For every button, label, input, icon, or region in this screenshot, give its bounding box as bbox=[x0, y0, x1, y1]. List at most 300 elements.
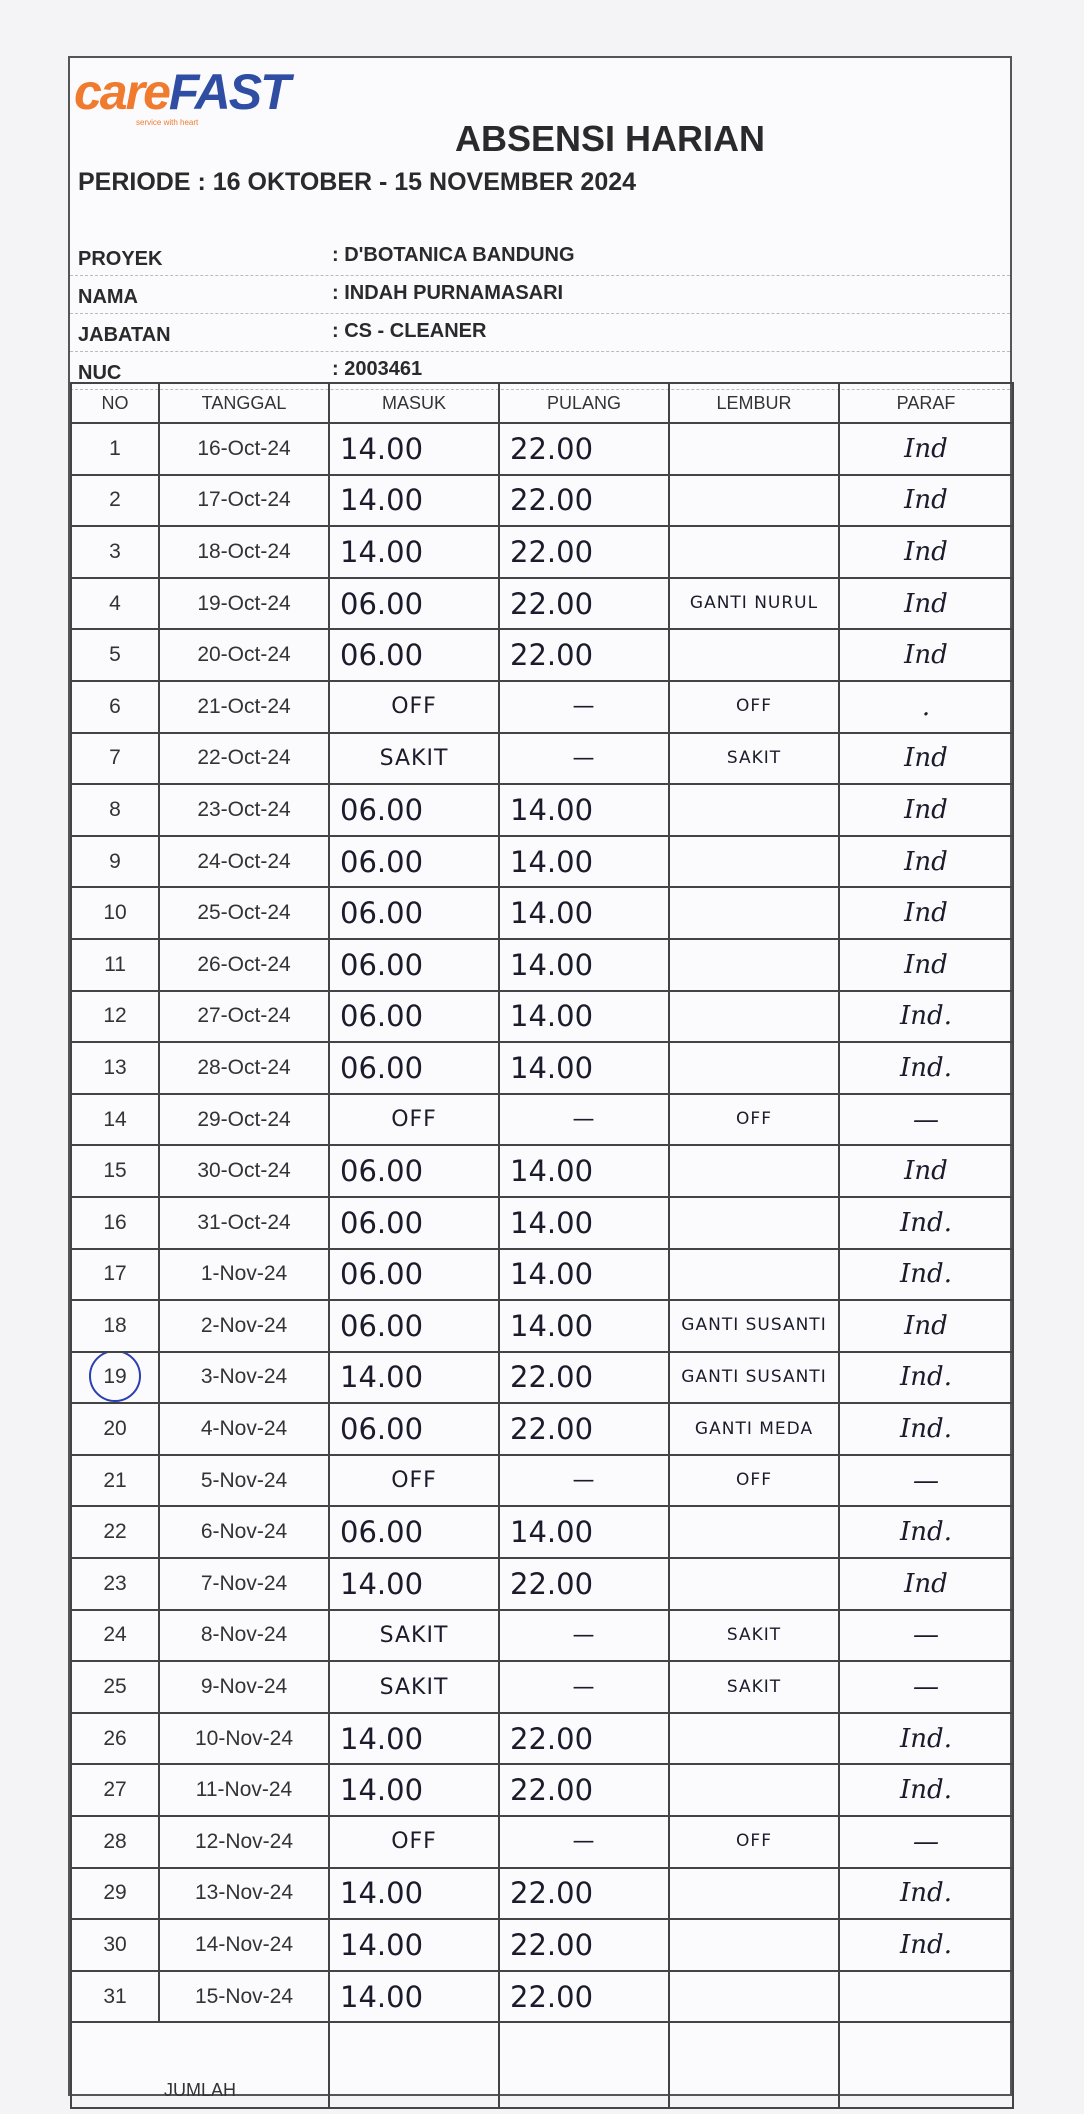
row-masuk bbox=[329, 991, 499, 1043]
row-date-text: 27-Oct-24 bbox=[197, 1004, 291, 1028]
row-date bbox=[159, 1713, 329, 1765]
row-paraf-signature bbox=[839, 1610, 1013, 1662]
row-paraf-signature-text: Ind. bbox=[900, 1517, 952, 1548]
period-label: PERIODE : 16 OKTOBER - 15 NOVEMBER 2024 bbox=[78, 168, 637, 196]
row-number bbox=[71, 1558, 159, 1610]
info-label: PROYEK bbox=[78, 248, 163, 270]
row-pulang-text: — bbox=[572, 1674, 596, 1700]
row-paraf-signature-text: Ind. bbox=[900, 1362, 952, 1393]
row-number bbox=[71, 991, 159, 1043]
row-masuk bbox=[329, 1506, 499, 1558]
row-number bbox=[71, 526, 159, 578]
row-masuk bbox=[329, 1816, 499, 1868]
row-masuk-text: SAKIT bbox=[379, 1674, 449, 1700]
row-date bbox=[159, 423, 329, 475]
row-paraf-signature bbox=[839, 475, 1013, 527]
row-date bbox=[159, 1094, 329, 1146]
total-row bbox=[71, 2022, 1013, 2108]
row-masuk bbox=[329, 1352, 499, 1404]
row-masuk bbox=[329, 1919, 499, 1971]
row-pulang-text: 22.00 bbox=[510, 1412, 594, 1447]
row-number-text: 11 bbox=[104, 952, 126, 976]
table-row bbox=[71, 681, 1013, 733]
row-number bbox=[71, 1249, 159, 1301]
row-masuk-text: OFF bbox=[391, 694, 437, 720]
row-masuk bbox=[329, 423, 499, 475]
info-row-proyek bbox=[70, 238, 1010, 276]
table-row bbox=[71, 784, 1013, 836]
row-number bbox=[71, 1868, 159, 1920]
row-number bbox=[71, 423, 159, 475]
col-header-masuk: MASUK bbox=[329, 383, 499, 423]
row-date-text: 18-Oct-24 bbox=[197, 539, 291, 563]
row-pulang-text: 14.00 bbox=[510, 947, 594, 982]
row-masuk bbox=[329, 578, 499, 630]
row-masuk-text: 06.00 bbox=[340, 1205, 424, 1240]
row-date-text: 29-Oct-24 bbox=[197, 1107, 291, 1131]
row-paraf-signature-text: Ind bbox=[904, 794, 948, 825]
row-paraf-signature bbox=[839, 1558, 1013, 1610]
row-number-text: 8 bbox=[109, 797, 121, 821]
row-date bbox=[159, 1661, 329, 1713]
row-lembur bbox=[669, 526, 839, 578]
row-paraf-signature bbox=[839, 991, 1013, 1043]
table-row bbox=[71, 1713, 1013, 1765]
row-paraf-signature-text: — bbox=[913, 1465, 939, 1496]
table-row bbox=[71, 1094, 1013, 1146]
row-paraf-signature-text: Ind bbox=[904, 1568, 948, 1599]
row-date-text: 22-Oct-24 bbox=[197, 746, 291, 770]
row-number bbox=[71, 578, 159, 630]
row-pulang bbox=[499, 887, 669, 939]
row-paraf-signature-text: Ind bbox=[904, 1156, 948, 1187]
row-paraf-signature bbox=[839, 1094, 1013, 1146]
row-paraf-signature bbox=[839, 939, 1013, 991]
page-title: ABSENSI HARIAN bbox=[454, 118, 766, 159]
row-lembur bbox=[669, 784, 839, 836]
row-pulang bbox=[499, 1455, 669, 1507]
row-date bbox=[159, 1403, 329, 1455]
row-masuk-text: 14.00 bbox=[340, 1773, 424, 1808]
row-number-text: 24 bbox=[103, 1623, 127, 1647]
row-number bbox=[71, 784, 159, 836]
row-masuk-text: 14.00 bbox=[340, 1928, 424, 1963]
row-pulang-text: — bbox=[572, 745, 596, 771]
row-paraf-signature-text: Ind bbox=[904, 846, 948, 877]
row-date-text: 14-Nov-24 bbox=[194, 1933, 294, 1957]
row-number bbox=[71, 1971, 159, 2023]
row-paraf-signature-text: Ind. bbox=[900, 1775, 952, 1806]
row-lembur bbox=[669, 1971, 839, 2023]
row-number bbox=[71, 1352, 159, 1404]
row-number-text: 2 bbox=[109, 488, 121, 512]
row-masuk bbox=[329, 1403, 499, 1455]
row-number bbox=[71, 1919, 159, 1971]
row-pulang-text: 14.00 bbox=[510, 792, 594, 827]
row-lembur bbox=[669, 629, 839, 681]
row-lembur bbox=[669, 423, 839, 475]
row-date bbox=[159, 1455, 329, 1507]
row-lembur bbox=[669, 1661, 839, 1713]
info-value: : CS - CLEANER bbox=[332, 320, 487, 342]
row-masuk-text: 14.00 bbox=[340, 1979, 424, 2014]
row-pulang-text: 22.00 bbox=[510, 586, 594, 621]
row-date bbox=[159, 1197, 329, 1249]
row-lembur bbox=[669, 1403, 839, 1455]
row-date-text: 19-Oct-24 bbox=[197, 591, 291, 615]
row-paraf-signature bbox=[839, 1764, 1013, 1816]
row-date bbox=[159, 1919, 329, 1971]
row-paraf-signature-text: — bbox=[913, 1826, 939, 1857]
row-paraf-signature-text: Ind. bbox=[900, 1001, 952, 1032]
row-date-text: 25-Oct-24 bbox=[197, 901, 291, 925]
row-number-text: 26 bbox=[103, 1726, 127, 1750]
row-masuk bbox=[329, 681, 499, 733]
row-number bbox=[71, 1713, 159, 1765]
row-lembur-text: SAKIT bbox=[726, 1624, 782, 1645]
logo-tagline: service with heart bbox=[136, 118, 199, 127]
row-pulang bbox=[499, 1506, 669, 1558]
row-paraf-signature-text: Ind bbox=[904, 433, 948, 464]
table-row bbox=[71, 1042, 1013, 1094]
row-masuk bbox=[329, 1249, 499, 1301]
row-number-text: 6 bbox=[109, 694, 121, 718]
row-paraf-signature bbox=[839, 1506, 1013, 1558]
row-lembur bbox=[669, 1094, 839, 1146]
row-paraf-signature-text: — bbox=[913, 1672, 939, 1703]
table-row bbox=[71, 629, 1013, 681]
row-date bbox=[159, 681, 329, 733]
row-pulang bbox=[499, 1816, 669, 1868]
row-masuk-text: 06.00 bbox=[340, 1050, 424, 1085]
row-masuk bbox=[329, 784, 499, 836]
row-masuk bbox=[329, 526, 499, 578]
row-number-text: 12 bbox=[103, 1004, 127, 1028]
row-paraf-signature bbox=[839, 784, 1013, 836]
table-row bbox=[71, 1661, 1013, 1713]
row-date-text: 5-Nov-24 bbox=[200, 1468, 288, 1492]
row-date bbox=[159, 1764, 329, 1816]
table-row bbox=[71, 1352, 1013, 1404]
row-lembur bbox=[669, 1455, 839, 1507]
row-pulang-text: 14.00 bbox=[510, 1154, 594, 1189]
row-number bbox=[71, 939, 159, 991]
row-lembur bbox=[669, 1300, 839, 1352]
row-paraf-signature bbox=[839, 1661, 1013, 1713]
logo-care-text: care bbox=[74, 64, 169, 120]
row-pulang-text: 14.00 bbox=[510, 844, 594, 879]
row-date bbox=[159, 1971, 329, 2023]
row-number bbox=[71, 1145, 159, 1197]
row-pulang-text: 22.00 bbox=[510, 1721, 594, 1756]
table-row bbox=[71, 1403, 1013, 1455]
row-date bbox=[159, 1506, 329, 1558]
row-masuk-text: 06.00 bbox=[340, 1257, 424, 1292]
row-date bbox=[159, 629, 329, 681]
total-lembur bbox=[669, 2022, 839, 2108]
row-date bbox=[159, 1300, 329, 1352]
table-row bbox=[71, 836, 1013, 888]
row-pulang bbox=[499, 1094, 669, 1146]
row-pulang-text: 22.00 bbox=[510, 1979, 594, 2014]
row-date bbox=[159, 1145, 329, 1197]
row-pulang bbox=[499, 991, 669, 1043]
info-row-nama bbox=[70, 276, 1010, 314]
row-masuk-text: 14.00 bbox=[340, 534, 424, 569]
row-pulang bbox=[499, 1661, 669, 1713]
row-paraf-signature bbox=[839, 1352, 1013, 1404]
row-paraf-signature bbox=[839, 733, 1013, 785]
row-date-text: 4-Nov-24 bbox=[200, 1417, 288, 1441]
row-date-text: 1-Nov-24 bbox=[200, 1262, 288, 1286]
row-number-text: 13 bbox=[103, 1055, 127, 1079]
row-lembur-text: OFF bbox=[736, 1831, 772, 1852]
row-lembur bbox=[669, 733, 839, 785]
table-row bbox=[71, 1145, 1013, 1197]
row-masuk-text: 14.00 bbox=[340, 1566, 424, 1601]
row-number bbox=[71, 1403, 159, 1455]
row-number bbox=[71, 1610, 159, 1662]
row-date bbox=[159, 1816, 329, 1868]
row-masuk-text: 06.00 bbox=[340, 999, 424, 1034]
table-row bbox=[71, 733, 1013, 785]
logo-fast-text: FAST bbox=[168, 64, 289, 120]
row-pulang bbox=[499, 1713, 669, 1765]
row-date-text: 16-Oct-24 bbox=[197, 436, 291, 460]
row-paraf-signature bbox=[839, 836, 1013, 888]
row-number-text: 9 bbox=[109, 849, 121, 873]
row-paraf-signature-text: — bbox=[913, 1620, 939, 1651]
row-paraf-signature-text: Ind. bbox=[900, 1052, 952, 1083]
row-pulang bbox=[499, 1249, 669, 1301]
row-date-text: 23-Oct-24 bbox=[197, 797, 291, 821]
row-pulang bbox=[499, 1868, 669, 1920]
row-number-text: 7 bbox=[109, 746, 121, 770]
row-date bbox=[159, 939, 329, 991]
row-number bbox=[71, 733, 159, 785]
row-date bbox=[159, 1558, 329, 1610]
table-row bbox=[71, 991, 1013, 1043]
row-date bbox=[159, 1042, 329, 1094]
table-row bbox=[71, 1868, 1013, 1920]
attendance-sheet bbox=[68, 56, 1012, 2101]
row-paraf-signature bbox=[839, 1145, 1013, 1197]
row-paraf-signature bbox=[839, 578, 1013, 630]
row-pulang bbox=[499, 423, 669, 475]
col-header-tanggal: TANGGAL bbox=[159, 383, 329, 423]
row-paraf-signature-text: Ind bbox=[904, 898, 948, 929]
row-paraf-signature-text: Ind bbox=[904, 588, 948, 619]
row-masuk-text: 14.00 bbox=[340, 1721, 424, 1756]
row-paraf-signature bbox=[839, 1249, 1013, 1301]
row-masuk-text: 14.00 bbox=[340, 483, 424, 518]
row-masuk bbox=[329, 939, 499, 991]
row-paraf-signature-text: Ind. bbox=[900, 1259, 952, 1290]
row-masuk-text: OFF bbox=[391, 1468, 437, 1494]
row-masuk bbox=[329, 1661, 499, 1713]
row-paraf-signature-text: Ind bbox=[904, 743, 948, 774]
row-pulang-text: 14.00 bbox=[510, 1257, 594, 1292]
row-paraf-signature-text: Ind bbox=[904, 640, 948, 671]
row-masuk bbox=[329, 1868, 499, 1920]
row-masuk-text: 06.00 bbox=[340, 1515, 424, 1550]
table-row bbox=[71, 1610, 1013, 1662]
row-masuk bbox=[329, 1610, 499, 1662]
row-lembur bbox=[669, 1042, 839, 1094]
table-row bbox=[71, 1971, 1013, 2023]
row-paraf-signature-text: — bbox=[913, 1104, 939, 1135]
row-masuk bbox=[329, 1558, 499, 1610]
row-pulang-text: — bbox=[572, 1468, 596, 1494]
row-masuk-text: 14.00 bbox=[340, 1876, 424, 1911]
info-row-jabatan bbox=[70, 314, 1010, 352]
row-paraf-signature bbox=[839, 1403, 1013, 1455]
row-masuk bbox=[329, 1300, 499, 1352]
row-lembur bbox=[669, 1868, 839, 1920]
row-pulang bbox=[499, 784, 669, 836]
total-pulang bbox=[499, 2022, 669, 2108]
row-pulang bbox=[499, 939, 669, 991]
info-value: : 2003461 bbox=[332, 358, 423, 380]
row-number-text: 19 bbox=[103, 1365, 127, 1389]
row-number bbox=[71, 1197, 159, 1249]
table-row bbox=[71, 1506, 1013, 1558]
row-pulang bbox=[499, 1919, 669, 1971]
row-pulang-text: — bbox=[572, 1829, 596, 1855]
row-lembur-text: OFF bbox=[736, 1470, 772, 1491]
row-masuk bbox=[329, 1764, 499, 1816]
row-pulang bbox=[499, 1145, 669, 1197]
row-lembur-text: GANTI SUSANTI bbox=[681, 1366, 827, 1387]
row-date-text: 7-Nov-24 bbox=[200, 1571, 288, 1595]
row-lembur bbox=[669, 887, 839, 939]
row-masuk-text: SAKIT bbox=[379, 745, 449, 771]
row-date-text: 10-Nov-24 bbox=[194, 1726, 294, 1750]
row-lembur bbox=[669, 681, 839, 733]
row-date-text: 6-Nov-24 bbox=[200, 1520, 288, 1544]
total-masuk bbox=[329, 2022, 499, 2108]
row-masuk bbox=[329, 1145, 499, 1197]
row-paraf-signature-text: Ind bbox=[904, 949, 948, 980]
row-number-text: 28 bbox=[103, 1829, 127, 1853]
row-number bbox=[71, 1764, 159, 1816]
row-pulang-text: 22.00 bbox=[510, 1928, 594, 1963]
row-paraf-signature-text: Ind. bbox=[900, 1930, 952, 1961]
row-lembur bbox=[669, 1816, 839, 1868]
row-lembur-text: OFF bbox=[736, 696, 772, 717]
row-date bbox=[159, 887, 329, 939]
row-date-text: 12-Nov-24 bbox=[194, 1829, 294, 1853]
row-pulang bbox=[499, 1610, 669, 1662]
row-paraf-signature-text: Ind bbox=[904, 1310, 948, 1341]
row-number-text: 10 bbox=[103, 901, 127, 925]
row-pulang bbox=[499, 1403, 669, 1455]
table-row bbox=[71, 1919, 1013, 1971]
row-paraf-signature bbox=[839, 681, 1013, 733]
row-number bbox=[71, 1094, 159, 1146]
row-date-text: 20-Oct-24 bbox=[197, 643, 291, 667]
row-date-text: 9-Nov-24 bbox=[200, 1675, 288, 1699]
row-lembur bbox=[669, 1610, 839, 1662]
row-masuk bbox=[329, 1713, 499, 1765]
row-pulang-text: — bbox=[572, 1107, 596, 1133]
row-pulang bbox=[499, 1352, 669, 1404]
row-number bbox=[71, 629, 159, 681]
total-label: JUMLAH bbox=[71, 2022, 329, 2108]
row-masuk bbox=[329, 1197, 499, 1249]
row-date-text: 13-Nov-24 bbox=[194, 1881, 294, 1905]
table-row bbox=[71, 526, 1013, 578]
row-paraf-signature bbox=[839, 629, 1013, 681]
row-number-text: 27 bbox=[103, 1778, 127, 1802]
row-number bbox=[71, 887, 159, 939]
attendance-table bbox=[70, 382, 1014, 2109]
row-pulang bbox=[499, 578, 669, 630]
row-masuk-text: 14.00 bbox=[340, 1360, 424, 1395]
row-paraf-signature-text: Ind bbox=[904, 536, 948, 567]
row-pulang-text: 22.00 bbox=[510, 1876, 594, 1911]
row-masuk bbox=[329, 1094, 499, 1146]
row-number-text: 5 bbox=[109, 643, 121, 667]
row-lembur-text: SAKIT bbox=[726, 747, 782, 768]
row-masuk bbox=[329, 1971, 499, 2023]
row-masuk bbox=[329, 629, 499, 681]
table-row bbox=[71, 1300, 1013, 1352]
row-paraf-signature bbox=[839, 526, 1013, 578]
row-lembur-text: OFF bbox=[736, 1109, 772, 1130]
table-row bbox=[71, 578, 1013, 630]
info-label: NAMA bbox=[78, 286, 138, 308]
row-masuk-text: 06.00 bbox=[340, 1154, 424, 1189]
row-pulang-text: 22.00 bbox=[510, 534, 594, 569]
row-number bbox=[71, 1816, 159, 1868]
row-paraf-signature-text: Ind. bbox=[900, 1414, 952, 1445]
row-pulang bbox=[499, 475, 669, 527]
row-date-text: 31-Oct-24 bbox=[197, 1210, 291, 1234]
row-pulang bbox=[499, 836, 669, 888]
row-pulang-text: 22.00 bbox=[510, 483, 594, 518]
row-number-text: 29 bbox=[103, 1881, 127, 1905]
row-masuk bbox=[329, 733, 499, 785]
row-paraf-signature-text: . bbox=[921, 691, 931, 722]
row-lembur bbox=[669, 1713, 839, 1765]
employee-info bbox=[70, 238, 1010, 390]
row-date bbox=[159, 578, 329, 630]
row-lembur bbox=[669, 991, 839, 1043]
row-paraf-signature bbox=[839, 887, 1013, 939]
row-lembur bbox=[669, 1558, 839, 1610]
row-number bbox=[71, 1300, 159, 1352]
row-pulang-text: 14.00 bbox=[510, 1050, 594, 1085]
table-row bbox=[71, 939, 1013, 991]
row-paraf-signature bbox=[839, 1197, 1013, 1249]
row-paraf-signature bbox=[839, 1816, 1013, 1868]
row-lembur bbox=[669, 475, 839, 527]
row-pulang-text: 14.00 bbox=[510, 1515, 594, 1550]
info-value: : D'BOTANICA BANDUNG bbox=[332, 244, 575, 266]
row-masuk-text: 06.00 bbox=[340, 1308, 424, 1343]
row-masuk bbox=[329, 836, 499, 888]
row-masuk-text: SAKIT bbox=[379, 1622, 449, 1648]
row-masuk-text: 06.00 bbox=[340, 844, 424, 879]
row-date bbox=[159, 1352, 329, 1404]
carefast-logo bbox=[74, 66, 289, 126]
row-pulang bbox=[499, 681, 669, 733]
row-number bbox=[71, 1661, 159, 1713]
row-paraf-signature-text: Ind bbox=[904, 485, 948, 516]
row-paraf-signature bbox=[839, 1300, 1013, 1352]
row-circle-mark bbox=[89, 1352, 141, 1403]
